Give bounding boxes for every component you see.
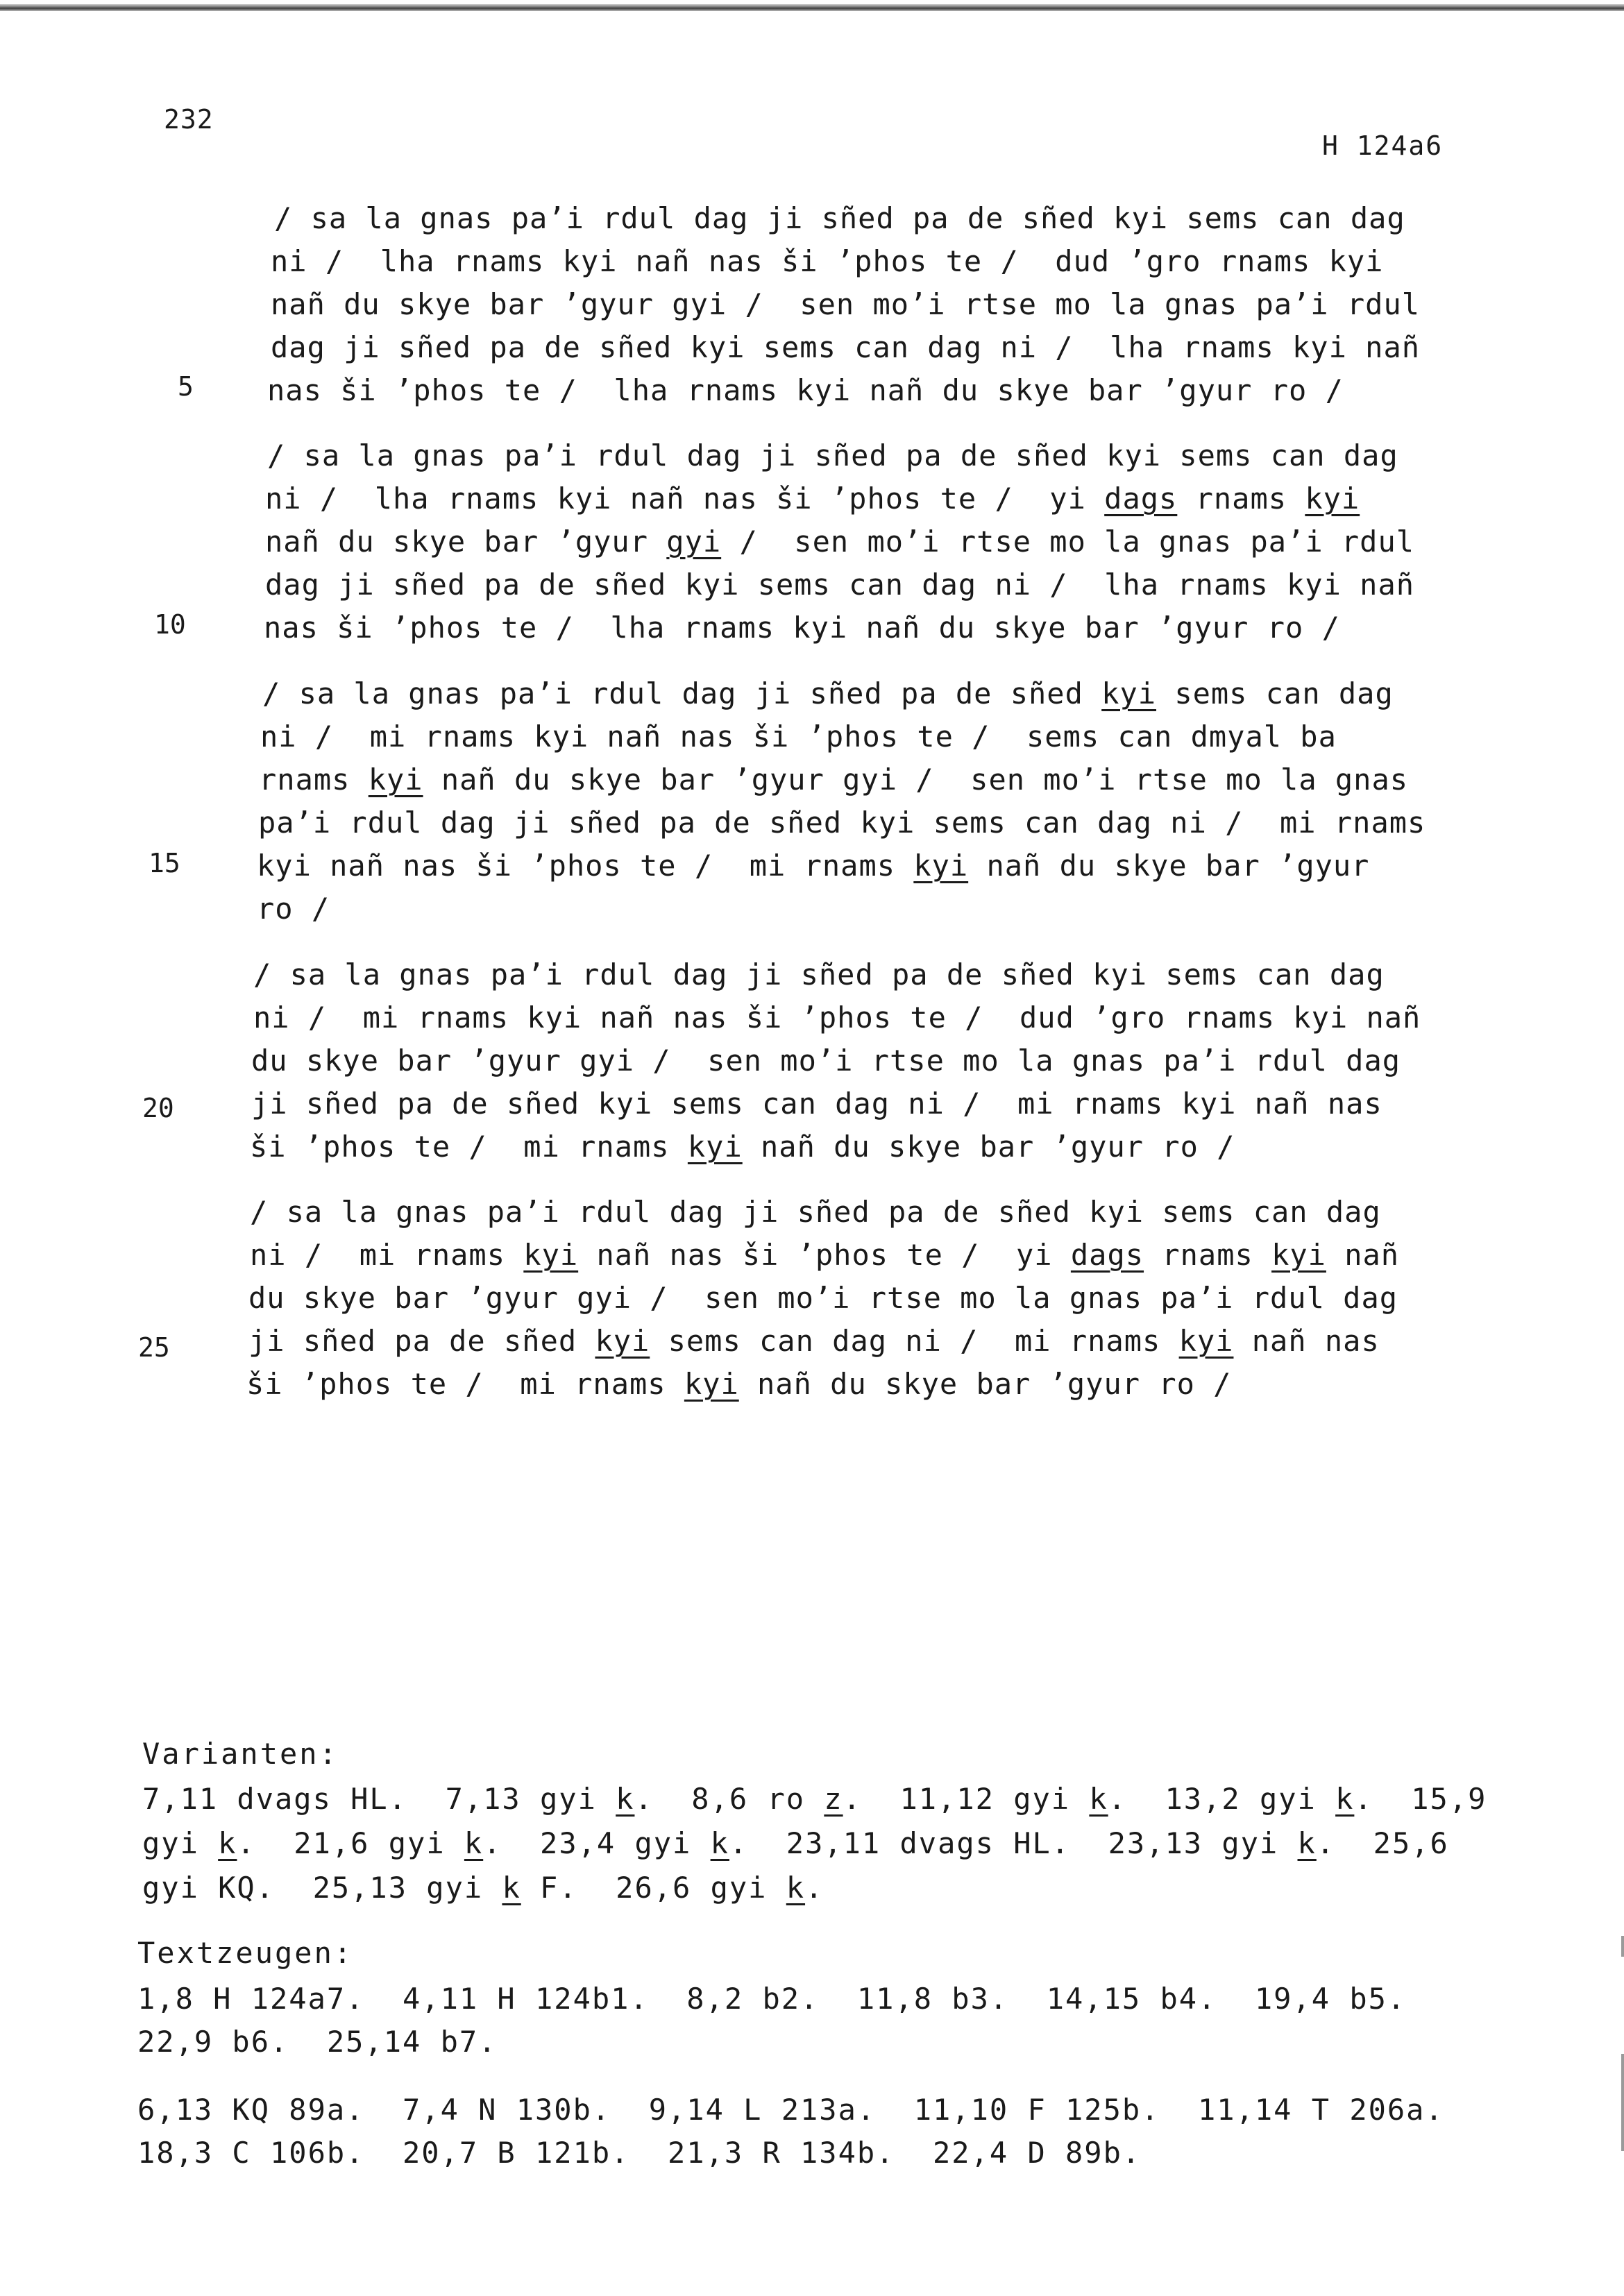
text-line [251, 1044, 1473, 1078]
text-segment: . 23,11 dvags HL. 23,13 gyi [729, 1826, 1298, 1860]
text-segment: ni / mi rnams kyi nañ nas ši ’phos te / sems can dmyal ba [260, 720, 1337, 754]
text-segment: pa’i rdul dag ji sñed pa de sñed kyi sems can dag ni / mi rnams [258, 806, 1426, 840]
text-segment: nañ du skye bar ’gyur ro / [742, 1130, 1235, 1164]
text-segment: nas ši ’phos te / lha rnams kyi nañ du skye bar ’gyur ro / [267, 373, 1344, 407]
text-segment: nañ du skye bar ’gyur [265, 525, 667, 559]
text-line [264, 611, 1485, 645]
underlined-word: dags [1070, 1238, 1144, 1272]
underlined-word: k [616, 1782, 635, 1816]
text-line [137, 1982, 1525, 2016]
text-segment: sems can dag ni / mi rnams [650, 1324, 1179, 1358]
text-segment: sems can dag [1156, 677, 1394, 711]
underlined-word: k [710, 1826, 729, 1860]
underlined-word: gyi [666, 525, 722, 559]
text-segment: rnams [259, 763, 369, 797]
text-segment: rnams [1144, 1238, 1272, 1272]
text-line [259, 763, 1480, 797]
text-segment: nañ du skye bar ’gyur gyi / sen mo’i rtse mo la gnas pa’i rdul [271, 287, 1421, 321]
underlined-word: k [1297, 1826, 1317, 1860]
underlined-word: z [824, 1782, 843, 1816]
underlined-word: kyi [1178, 1324, 1234, 1358]
text-line [262, 677, 1484, 711]
text-segment: . 15,9 [1354, 1782, 1487, 1816]
underlined-word: kyi [368, 763, 423, 797]
underlined-word: dags [1104, 482, 1178, 516]
text-line [260, 720, 1482, 754]
line-number: 10 [154, 609, 186, 640]
text-line [265, 482, 1487, 516]
text-segment: nañ du skye bar ’gyur gyi / sen mo’i rtse mo la gnas [423, 763, 1409, 797]
text-line [265, 525, 1487, 559]
text-line [250, 1238, 1471, 1272]
text-segment: / sa la gnas pa’i rdul dag ji sñed pa de sñed [262, 677, 1102, 711]
varianten-heading: Varianten: [142, 1737, 339, 1771]
text-line [257, 849, 1478, 883]
text-segment: 7,11 dvags HL. 7,13 gyi [142, 1782, 616, 1816]
text-line [250, 1195, 1471, 1229]
text-segment: . 13,2 gyi [1108, 1782, 1336, 1816]
text-segment: nañ nas ši ’phos te / yi [578, 1238, 1071, 1272]
text-segment: nas ši ’phos te / lha rnams kyi nañ du skye bar ’gyur ro / [264, 611, 1340, 645]
text-line [253, 958, 1475, 992]
line-number: 5 [178, 371, 194, 402]
text-line [271, 287, 1492, 321]
text-segment: / sen mo’i rtse mo la gnas pa’i rdul [721, 525, 1415, 559]
top-scan-edge [0, 4, 1624, 11]
underlined-word: k [218, 1826, 237, 1860]
scan-edge-mark [1621, 2054, 1624, 2151]
line-number: 20 [142, 1093, 174, 1123]
text-line [246, 1367, 1468, 1401]
text-line [257, 892, 1478, 926]
text-segment: . 8,6 ro [634, 1782, 824, 1816]
text-line [265, 568, 1487, 602]
text-segment: F. 26,6 gyi [521, 1871, 786, 1905]
text-line [137, 2093, 1525, 2127]
line-number: 15 [149, 848, 180, 878]
text-segment: / sa la gnas pa’i rdul dag ji sñed pa de sñed kyi sems can dag [250, 1195, 1381, 1229]
scan-edge-mark [1621, 1936, 1624, 1957]
underlined-word: kyi [1101, 677, 1157, 711]
text-segment: ni / lha rnams kyi nañ nas ši ’phos te / yi [265, 482, 1105, 516]
underlined-word: k [1089, 1782, 1108, 1816]
text-line [142, 1782, 1530, 1816]
textzeugen-heading: Textzeugen: [137, 1936, 354, 1970]
text-segment: dag ji sñed pa de sñed kyi sems can dag ni / lha rnams kyi nañ [265, 568, 1415, 602]
text-segment: . [805, 1871, 824, 1905]
text-segment: kyi nañ nas ši ’phos te / mi rnams [257, 849, 914, 883]
text-segment: ro / [257, 892, 330, 926]
text-segment: ni / mi rnams kyi nañ nas ši ’phos te / dud ’gro rnams kyi nañ [253, 1001, 1421, 1035]
text-line [271, 330, 1492, 364]
text-line [250, 1130, 1471, 1164]
text-line [274, 201, 1496, 235]
text-segment: ši ’phos te / mi rnams [250, 1130, 688, 1164]
text-segment: nañ du skye bar ’gyur [968, 849, 1370, 883]
text-segment: rnams [1177, 482, 1305, 516]
text-segment: / sa la gnas pa’i rdul dag ji sñed pa de sñed kyi sems can dag [253, 958, 1385, 992]
text-segment: . 11,12 gyi [843, 1782, 1090, 1816]
underlined-word: kyi [595, 1324, 650, 1358]
text-segment: ji sñed pa de sñed kyi sems can dag ni / mi rnams kyi nañ nas [251, 1087, 1382, 1121]
text-line [248, 1324, 1470, 1358]
text-segment: gyi [142, 1826, 219, 1860]
text-segment: / sa la gnas pa’i rdul dag ji sñed pa de sñed kyi sems can dag [267, 439, 1398, 473]
text-segment: ni / mi rnams [250, 1238, 524, 1272]
text-segment: dag ji sñed pa de sñed kyi sems can dag ni / lha rnams kyi nañ [271, 330, 1421, 364]
underlined-word: kyi [523, 1238, 579, 1272]
text-line [271, 244, 1492, 278]
underlined-word: kyi [1305, 482, 1360, 516]
text-line [142, 1871, 1530, 1905]
underlined-word: kyi [687, 1130, 743, 1164]
text-segment: . 23,4 gyi [483, 1826, 711, 1860]
folio-reference: H 124a6 [1322, 130, 1444, 161]
text-line [258, 806, 1480, 840]
text-segment: . 21,6 gyi [237, 1826, 464, 1860]
text-segment: ji sñed pa de sñed [248, 1324, 595, 1358]
text-line [137, 2025, 1525, 2059]
text-segment: 1,8 H 124a7. 4,11 H 124b1. 8,2 b2. 11,8 b3. 14,15 b4. 19,4 b5. [137, 1982, 1407, 2016]
text-line [267, 373, 1489, 407]
text-segment: ni / lha rnams kyi nañ nas ši ’phos te / dud ’gro rnams kyi [271, 244, 1384, 278]
text-segment: / sa la gnas pa’i rdul dag ji sñed pa de sñed kyi sems can dag [274, 201, 1405, 235]
line-number: 25 [138, 1332, 170, 1363]
text-line [248, 1281, 1470, 1315]
text-line [253, 1001, 1475, 1035]
text-segment: ši ’phos te / mi rnams [246, 1367, 684, 1401]
text-line [137, 2136, 1525, 2170]
text-line [142, 1826, 1530, 1860]
underlined-word: k [502, 1871, 521, 1905]
text-segment: 22,9 b6. 25,14 b7. [137, 2025, 498, 2059]
page-number: 232 [164, 104, 214, 135]
text-segment: gyi KQ. 25,13 gyi [142, 1871, 502, 1905]
text-line [267, 439, 1489, 473]
text-segment: 18,3 C 106b. 20,7 B 121b. 21,3 R 134b. 22,4 D 89b. [137, 2136, 1142, 2170]
text-segment: du skye bar ’gyur gyi / sen mo’i rtse mo la gnas pa’i rdul dag [248, 1281, 1398, 1315]
underlined-word: kyi [1271, 1238, 1326, 1272]
underlined-word: kyi [684, 1367, 739, 1401]
text-segment: nañ du skye bar ’gyur ro / [738, 1367, 1232, 1401]
text-segment: nañ [1326, 1238, 1400, 1272]
text-segment: . 25,6 [1316, 1826, 1449, 1860]
underlined-word: kyi [913, 849, 969, 883]
underlined-word: k [786, 1871, 806, 1905]
text-line [251, 1087, 1473, 1121]
text-segment: 6,13 KQ 89a. 7,4 N 130b. 9,14 L 213a. 11,10 F 125b. 11,14 T 206a. [137, 2093, 1444, 2127]
text-segment: du skye bar ’gyur gyi / sen mo’i rtse mo la gnas pa’i rdul dag [251, 1044, 1401, 1078]
underlined-word: k [464, 1826, 484, 1860]
underlined-word: k [1335, 1782, 1355, 1816]
text-segment: nañ nas [1233, 1324, 1380, 1358]
